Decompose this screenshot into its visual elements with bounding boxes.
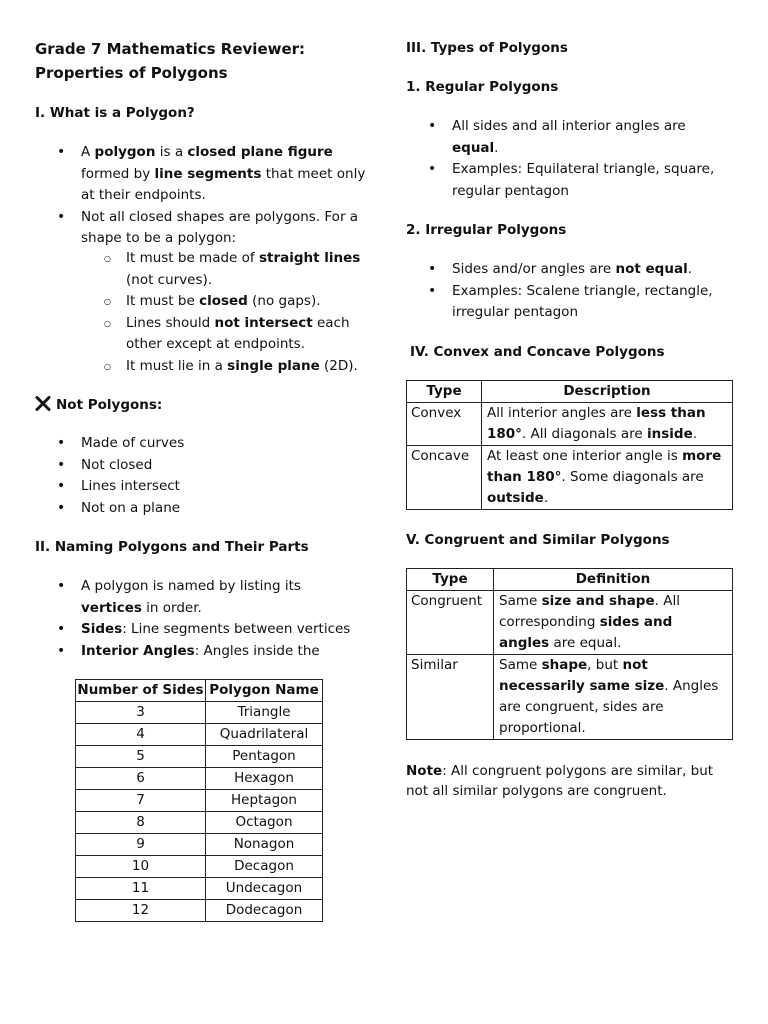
table-row: 7 Heptagon [76, 790, 323, 812]
table-row: Concave At least one interior angle is more than 180°. Some diagonals are outside. [407, 446, 733, 510]
convex-concave-table [406, 380, 733, 510]
list-item: • All sides and all interior angles are equal. [406, 116, 738, 159]
section-heading-convex-concave: IV. Convex and Concave Polygons [410, 344, 665, 360]
list-item: • Examples: Equilateral triangle, square, regular pentagon [406, 159, 738, 202]
list-item: ○ It must lie in a single plane (2D). [35, 356, 375, 378]
table-row: 11 Undecagon [76, 878, 323, 900]
list-item: • Sides and/or angles are not equal. [406, 259, 738, 281]
naming-polygons-list [35, 576, 375, 662]
not-polygons-list [35, 433, 375, 519]
list-item: • Not closed [35, 455, 375, 477]
x-mark-icon [35, 396, 51, 411]
list-item: • Interior Angles: Angles inside the [35, 641, 375, 663]
list-item: ○ Lines should not intersect each other except at endpoints. [35, 313, 375, 356]
table-row: 3 Triangle [76, 702, 323, 724]
not-polygons-heading: Not Polygons: [35, 396, 162, 414]
table-row: 10 Decagon [76, 856, 323, 878]
list-item: ○ It must be made of straight lines (not curves). [35, 248, 375, 291]
list-item: • Lines intersect [35, 476, 375, 498]
table-row: 5 Pentagon [76, 746, 323, 768]
table-row: Similar Same shape, but not necessarily same size. Angles are congruent, sides are proportional. [407, 655, 733, 740]
section-heading-what-is-polygon: I. What is a Polygon? [35, 105, 195, 121]
subheading-irregular-polygons: 2. Irregular Polygons [406, 222, 567, 238]
table-row: 9 Nonagon [76, 834, 323, 856]
regular-polygons-list [406, 116, 738, 202]
column-header-type: Type [407, 381, 482, 403]
list-item: • Sides: Line segments between vertices [35, 619, 375, 641]
column-header-number-of-sides: Number of Sides [76, 680, 206, 702]
list-item: ○ It must be closed (no gaps). [35, 291, 375, 313]
table-row: Convex All interior angles are less than 180°. All diagonals are inside. [407, 403, 733, 446]
table-row: 12 Dodecagon [76, 900, 323, 922]
note-text: Note: All congruent polygons are similar, but not all similar polygons are congruent. [406, 763, 714, 799]
list-item: • Not on a plane [35, 498, 375, 520]
polygon-criteria-list [35, 248, 375, 377]
polygon-definition-list [35, 142, 375, 250]
table-row: 4 Quadrilateral [76, 724, 323, 746]
irregular-polygons-list [406, 259, 738, 324]
table-row: 6 Hexagon [76, 768, 323, 790]
section-heading-naming-polygons: II. Naming Polygons and Their Parts [35, 539, 309, 555]
column-header-type: Type [407, 569, 494, 591]
column-header-polygon-name: Polygon Name [206, 680, 323, 702]
page-title: Grade 7 Mathematics Reviewer: Properties of Polygons [35, 40, 306, 82]
section-heading-congruent-similar: V. Congruent and Similar Polygons [406, 532, 670, 548]
column-header-description: Description [482, 381, 733, 403]
polygon-names-table [75, 679, 323, 922]
list-item: • A polygon is named by listing its vertices in order. [35, 576, 375, 619]
list-item: • Not all closed shapes are polygons. For a shape to be a polygon: [35, 207, 375, 250]
list-item: • Examples: Scalene triangle, rectangle, irregular pentagon [406, 281, 738, 324]
congruent-similar-table [406, 568, 733, 740]
subheading-regular-polygons: 1. Regular Polygons [406, 79, 559, 95]
column-header-definition: Definition [494, 569, 733, 591]
list-item: • A polygon is a closed plane figure formed by line segments that meet only at their endpoints. [35, 142, 375, 207]
table-row: Congruent Same size and shape. All corresponding sides and angles are equal. [407, 591, 733, 655]
section-heading-types-of-polygons: III. Types of Polygons [406, 40, 568, 56]
table-row: 8 Octagon [76, 812, 323, 834]
list-item: • Made of curves [35, 433, 375, 455]
